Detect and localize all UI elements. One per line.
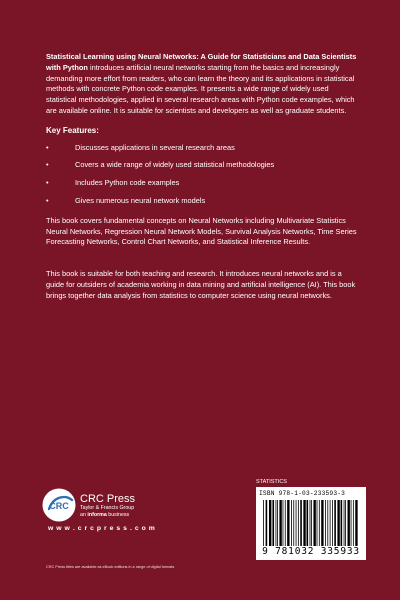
barcode-bar [334,500,336,546]
barcode-bar [325,500,326,546]
crc-press-logo [42,488,76,522]
blurb-text [46,52,358,302]
bullet-icon: • [46,195,49,205]
feature-item [46,178,358,189]
barcode-bar [330,500,331,546]
publisher-group: Taylor & Francis Group [80,505,135,511]
key-features-heading: Key Features: [46,125,99,135]
feature-item [46,196,358,207]
barcode-number: 9 781032 335933 [262,546,360,557]
feature-item [46,160,358,171]
barcode-bar [311,500,312,546]
logo-lettering: CRC [49,501,69,511]
publisher-name: CRC Press [80,493,136,505]
key-features-list [46,143,358,207]
barcode-bar [337,500,339,546]
subject-category: STATISTICS [256,479,287,485]
publisher-business-line [80,512,135,519]
barcode-bar [332,500,333,546]
coverage-paragraph: This book covers fundamental concepts on Neural Networks including Multivariate Statistics Neural Networks, Regression Neural Network Models, Survival Analysis Networks, Time Series Forecasting Networks, Control Chart Networks, and Statistical Inference Results. [46,215,357,247]
barcode-bar [313,500,315,546]
feature-text: Gives numerous neural network models [75,195,206,205]
barcode-bar [263,500,264,546]
isbn-barcode-box [256,487,366,560]
ebook-footnote: CRC Press titles are available as eBook editions in a range of digital formats [46,565,175,569]
audience-paragraph: This book is suitable for both teaching and research. It introduces neural networks and is a guide for outsiders of academia working in data mining and artificial intelligence (AI). This book brings together data analysis from statistics to computer science using neural networks. [46,269,356,300]
barcode-bar [298,500,299,546]
intro-paragraph [46,52,358,117]
barcode-bar [327,500,328,546]
barcode-bar [353,500,354,546]
barcode-bar [348,500,350,546]
barcode-bar [277,500,278,546]
feature-text: Covers a wide range of widely used statistical methodologies [75,160,275,170]
feature-text: Includes Python code examples [75,178,180,188]
barcode-bar [272,500,274,546]
business-prefix: an [80,512,88,518]
intro-body: introduces artificial neural networks starting from the basics and increasingly demanding more effort from readers, who can learn the theory and its applications in statistical methods with concrete Python code examples. It presents a wide range of widely used statistical methodologies, applied in several research areas with Python code examples, which are available online. It is suitable for scientists and developers as well as graduate students. [46,62,355,115]
barcode-bar [355,500,357,546]
publisher-block [80,493,135,519]
barcode-bar [291,500,292,546]
bullet-icon: • [46,178,49,188]
feature-text: Discusses applications in several research areas [75,142,235,152]
barcode-bar [317,500,318,546]
barcode-bar [283,500,284,546]
barcode-bar [266,500,268,546]
barcode-bar [269,500,271,546]
isbn-label: ISBN 978-1-03-233593-3 [259,490,346,497]
barcode-bar [276,500,277,546]
barcode-bar [344,500,345,546]
bullet-icon: • [46,160,49,170]
barcode-bar [345,500,346,546]
barcode-bar [303,500,305,546]
barcode-bar [296,500,297,546]
barcode-bar [319,500,320,546]
bullet-icon: • [46,142,49,152]
barcode-bar [351,500,352,546]
barcode-graphic [262,500,360,546]
publisher-website: w w w . c r c p r e s s . c o m [48,525,156,532]
barcode-bar [287,500,289,546]
barcode-bar [285,500,286,546]
barcode-bar [341,500,343,546]
barcode-bar [307,500,309,546]
informa-brand: informa [87,512,107,518]
barcode-bar [279,500,281,546]
barcode-bar [321,500,323,546]
book-title-inline: Statistical Learning using Neural Networks: A Guide for Statisticians and Data Scientists with Python [46,52,357,72]
barcode-bar [310,500,311,546]
business-suffix: business [106,512,130,518]
barcode-bar [300,500,302,546]
barcode-bar [293,500,294,546]
feature-item [46,143,358,154]
